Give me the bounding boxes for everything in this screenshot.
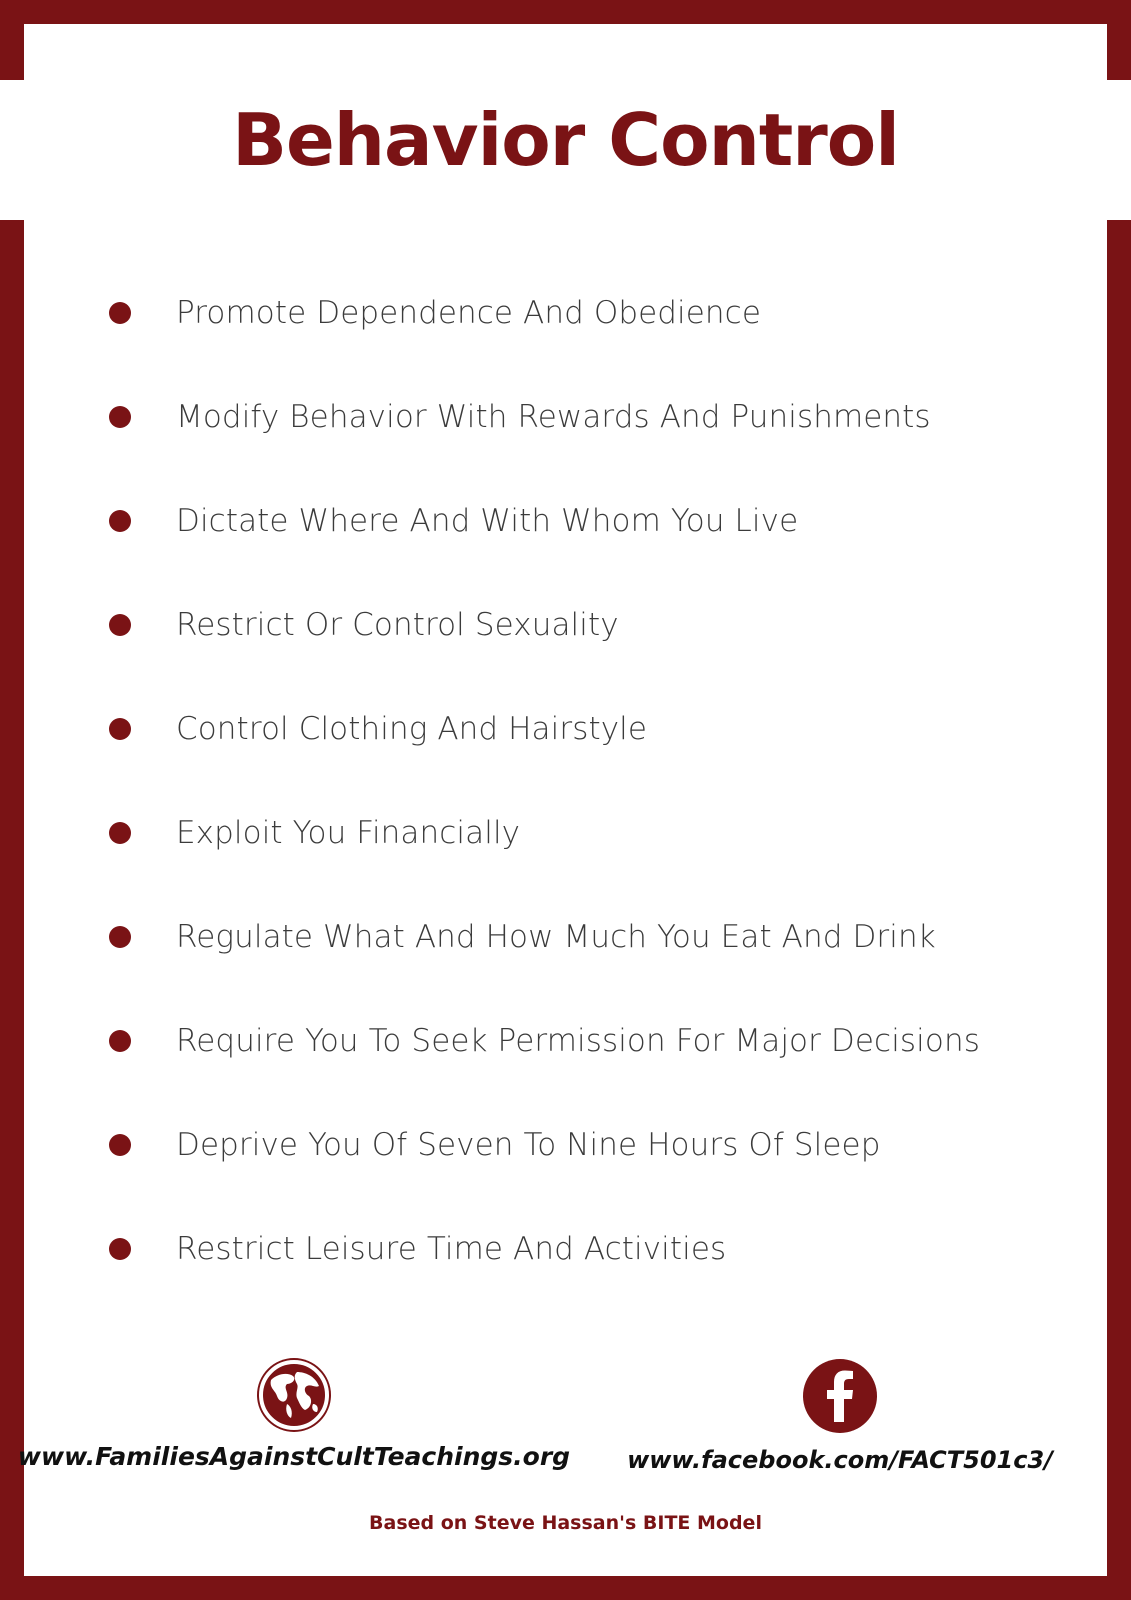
- source-credit: Based on Steve Hassan's BITE Model: [369, 1512, 762, 1534]
- list-item-text: Restrict Leisure Time And Activities: [176, 1231, 727, 1267]
- list-item-text: Promote Dependence And Obedience: [176, 295, 761, 331]
- website-url[interactable]: www.FamiliesAgainstCultTeachings.org: [17, 1442, 571, 1471]
- list-item-text: Modify Behavior With Rewards And Punishments: [176, 399, 931, 435]
- globe-icon[interactable]: [257, 1358, 331, 1432]
- facebook-link-block[interactable]: [560, 1358, 1120, 1474]
- list-item-text: Dictate Where And With Whom You Live: [176, 503, 799, 539]
- page-panel: [24, 24, 1107, 1576]
- list-item-text: Deprive You Of Seven To Nine Hours Of Sleep: [176, 1127, 881, 1163]
- list-item-text: Require You To Seek Permission For Major Decisions: [176, 1023, 980, 1059]
- website-link-block[interactable]: [14, 1358, 574, 1471]
- list-item-text: Control Clothing And Hairstyle: [176, 711, 648, 747]
- facebook-icon[interactable]: [802, 1358, 878, 1434]
- list-item-text: Restrict Or Control Sexuality: [176, 607, 619, 643]
- list-item-text: Regulate What And How Much You Eat And Drink: [176, 919, 936, 955]
- page-title: Behavior Control: [232, 98, 899, 182]
- facebook-url[interactable]: www.facebook.com/FACT501c3/: [627, 1446, 1053, 1474]
- list-item-text: Exploit You Financially: [176, 815, 521, 851]
